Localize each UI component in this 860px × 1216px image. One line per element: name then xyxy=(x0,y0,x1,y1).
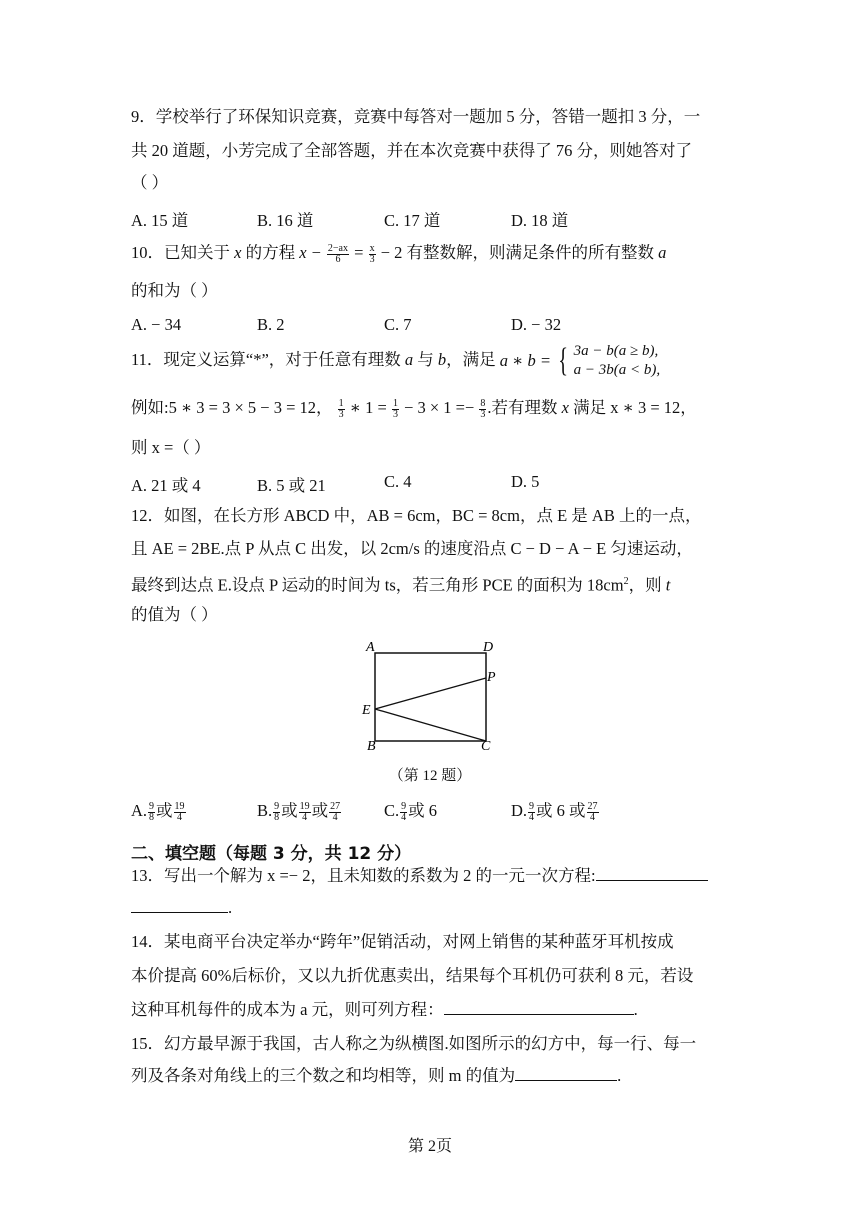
q10-option-b: B. 2 xyxy=(257,315,285,334)
q9-option-c: C. 17 道 xyxy=(384,211,441,230)
label-c: C xyxy=(481,739,491,754)
q11-var-b: b xyxy=(437,349,447,369)
q11-example-b: ∗ 1 = xyxy=(349,398,387,417)
q10-var-x: x xyxy=(234,243,242,262)
q11-option-b: B. 5 或 21 xyxy=(257,476,326,495)
q13-answer-blank-2[interactable] xyxy=(131,898,228,913)
q11-prefix: 11．现定义运算“*”，对于任意有理数 xyxy=(131,349,401,369)
q9-option-b: B. 16 道 xyxy=(257,211,314,230)
q11-option-a: A. 21 或 4 xyxy=(131,476,201,495)
q15-line2 xyxy=(131,1066,621,1086)
q10-line1 xyxy=(131,243,666,265)
q14-line1: 14．某电商平台决定举办“跨年”促销活动，对网上销售的某种蓝牙耳机按成 xyxy=(131,932,674,951)
q11-example-f: x ∗ 3 = 12， xyxy=(610,398,697,417)
q13-line2 xyxy=(131,898,232,918)
q9-line1: 9．学校举行了环保知识竞赛，竞赛中每答对一题加 5 分，答错一题扣 3 分，一 xyxy=(131,107,701,126)
q12-superscript: 2 xyxy=(623,576,629,587)
q15-line1: 15．幻方最早源于我国，古人称之为纵横图.如图所示的幻方中，每一行、每一 xyxy=(131,1034,697,1053)
q12-option-d: D. $\frac{9}{4}$ 或 6 或 $\frac{27}{4}$ xyxy=(511,800,598,823)
q11-definition: a ∗ b = xyxy=(499,351,552,370)
q9-line3: （ ） xyxy=(131,173,169,192)
q14-end: . xyxy=(633,1000,638,1019)
q11-line1 xyxy=(131,342,660,380)
q12-line3-text: 最终到达点 E.设点 P 运动的时间为 ts，若三角形 PCE 的面积为 18cm xyxy=(131,575,624,595)
q11-var-a: a xyxy=(404,349,414,369)
rectangle-abcd xyxy=(375,653,486,741)
q9-option-a: A. 15 道 xyxy=(131,211,189,230)
q11-example-d: .若有理数 xyxy=(487,398,558,417)
q11-cases xyxy=(574,342,660,380)
q11-option-d: D. 5 xyxy=(511,472,540,491)
q10-eq-x: x − xyxy=(299,243,322,262)
q14-line2: 本价提高 60%后标价，又以九折优惠卖出，结果每个耳机仍可获利 8 元，若设 xyxy=(131,966,694,985)
q11-fraction-1: $\frac{1}{3}$ xyxy=(338,397,344,420)
segment-ec xyxy=(375,709,486,741)
q15-end: . xyxy=(617,1066,622,1085)
q11-line3: 则 x =（ ） xyxy=(131,438,211,457)
q11-example-a: 例如:5 ∗ 3 = 3 × 5 − 3 = 12， xyxy=(131,398,333,417)
q12-line4: 的值为（ ） xyxy=(131,605,218,624)
q12-var-t: t xyxy=(665,575,671,595)
q10-equals: = xyxy=(354,243,364,262)
q10-line2: 的和为（ ） xyxy=(131,281,218,300)
label-b: B xyxy=(367,739,376,754)
q12-option-c: C. $\frac{9}{4}$ 或 6 xyxy=(384,800,438,823)
q12-option-b: B. $\frac{9}{8}$ 或 $\frac{19}{4}$ 或 $\frac{27}{4}$ xyxy=(257,800,341,823)
q10-fraction-1: $\frac{2-ax}{6}$ xyxy=(327,242,348,265)
q11-case-1: 3a − b(a ≥ b), xyxy=(573,343,659,359)
q11-mid: ，满足 xyxy=(446,349,496,369)
q9-line2: 共 20 道题，小芳完成了全部答题，并在本次竞赛中获得了 76 分，则她答对了 xyxy=(131,141,692,160)
label-p: P xyxy=(487,670,496,685)
q11-option-c: C. 4 xyxy=(384,472,412,491)
q11-example-c: − 3 × 1 =− xyxy=(404,398,475,417)
q10-mid: 的方程 xyxy=(245,243,296,262)
q11-fraction-3: $\frac{8}{3}$ xyxy=(480,397,486,420)
segment-ep xyxy=(375,678,486,709)
q11-case-2: a − 3b(a < b), xyxy=(573,362,661,378)
q11-fraction-2: $\frac{1}{3}$ xyxy=(392,397,398,420)
page-number: 第 2页 xyxy=(407,1138,452,1155)
q12-option-a: A. $\frac{9}{8}$ 或 $\frac{19}{4}$ xyxy=(131,800,185,823)
q15-answer-blank[interactable] xyxy=(515,1066,617,1081)
q12-figure-caption: （第 12 题） xyxy=(388,768,472,784)
q9-option-d: D. 18 道 xyxy=(511,211,569,230)
q14-answer-blank[interactable] xyxy=(444,1000,634,1015)
section-title: 二、填空题（每题 3 分，共 12 分） xyxy=(131,844,412,864)
q10-fraction-2: $\frac{x}{3}$ xyxy=(369,242,375,265)
q15-text: 列及各条对角线上的三个数之和均相等，则 m 的值为 xyxy=(131,1066,516,1085)
q10-option-c: C. 7 xyxy=(384,315,412,334)
q11-line2 xyxy=(131,398,697,420)
q11-brace: { xyxy=(558,342,569,379)
q10-prefix: 10．已知关于 xyxy=(131,243,230,262)
q11-var-x: x xyxy=(561,398,569,417)
q14-text: 这种耳机每件的成本为 a 元，则可列方程： xyxy=(131,1000,444,1019)
label-d: D xyxy=(483,640,494,655)
q13-end: . xyxy=(228,898,233,917)
q10-option-d: D. − 32 xyxy=(511,315,562,334)
q13-answer-blank-1[interactable] xyxy=(596,866,708,881)
q10-option-a: A. − 34 xyxy=(131,315,182,334)
q12-line2: 且 AE = 2BE.点 P 从点 C 出发，以 2cm/s 的速度沿点 C − D − A − E 匀速运动， xyxy=(131,539,693,558)
label-a: A xyxy=(366,640,375,655)
q12-line3-tail: ，则 xyxy=(628,575,662,595)
q11-example-e: 满足 xyxy=(573,398,607,417)
q12-line3 xyxy=(131,572,670,596)
q12-line1: 12．如图，在长方形 ABCD 中，AB = 6cm，BC = 8cm，点 E 是 AB 上的一点， xyxy=(131,506,702,525)
q10-suffix: 有整数解，则满足条件的所有整数 xyxy=(406,243,654,262)
q10-eq-tail: − 2 xyxy=(380,243,403,262)
q11-and: 与 xyxy=(417,349,434,369)
label-e: E xyxy=(362,703,371,718)
q10-var-a: a xyxy=(658,243,667,262)
q13-text: 13．写出一个解为 x =− 2，且未知数的系数为 2 的一元一次方程: xyxy=(131,866,596,885)
q14-line3 xyxy=(131,1000,638,1020)
q12-figure xyxy=(355,636,515,758)
q13-line1 xyxy=(131,866,708,886)
